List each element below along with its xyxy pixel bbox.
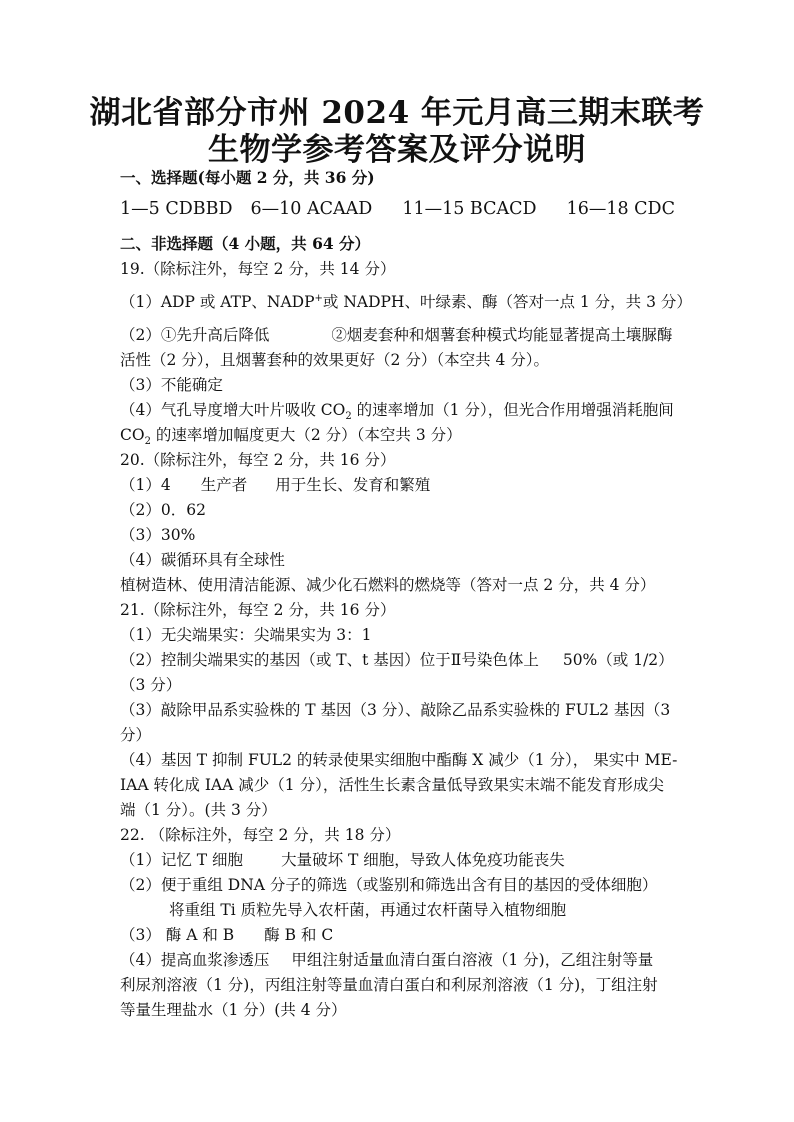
q21-answer-3: （3）敲除甲品系实验株的 T 基因（3 分）、敲除乙品系实验株的 FUL2 基因（3 (120, 701, 671, 719)
q21-answer-2-cont: （3 分） (120, 676, 182, 694)
q20-answer-1: （1）4 生产者 用于生长、发育和繁殖 (120, 476, 431, 494)
q20-answer-2: （2）0．62 (120, 501, 206, 519)
q19-answer-2-cont: 活性（2 分），且烟薯套种的效果更好（2 分）（本空共 4 分）。 (120, 351, 550, 369)
q22-answer-2-cont: 将重组 Ti 质粒先导入农杆菌，再通过农杆菌导入植物细胞 (169, 901, 567, 919)
q20-header: 20.（除标注外，每空 2 分，共 16 分） (120, 451, 396, 469)
q22-answer-3: （3） 酶 A 和 B 酶 B 和 C (120, 926, 334, 944)
choice-answers-16-18: 16—18 CDC (566, 199, 675, 219)
q22-answer-4: （4）提高血浆渗透压 甲组注射适量血清白蛋白溶液（1 分)，乙组注射等量 (120, 951, 654, 969)
q21-header: 21.（除标注外，每空 2 分，共 16 分） (120, 601, 396, 619)
q19-answer-2: （2）①先升高后降低 ②烟麦套种和烟薯套种模式均能显著提高土壤脲酶 (120, 326, 673, 344)
q21-answer-3-cont: 分） (120, 726, 152, 744)
q21-answer-4-cont2: 端（1 分）。(共 3 分） (120, 801, 277, 819)
section2-heading: 二、非选择题（4 小题，共 64 分） (120, 234, 371, 253)
q19-answer-4-cont: $CO_2$ 的速率增加幅度更大（2 分）（本空共 3 分） (120, 426, 462, 448)
q21-answer-2: （2）控制尖端果实的基因（或 T、t 基因）位于Ⅱ号染色体上 50%（或 1/2） (120, 651, 674, 669)
section1-heading: 一、选择题(每小题 2 分，共 36 分) (120, 168, 375, 187)
q21-answer-1: （1）无尖端果实：尖端果实为 3：1 (120, 626, 372, 644)
document-title-line2: 生物学参考答案及评分说明 (208, 132, 586, 168)
q20-answer-4-cont: 植树造林、使用清洁能源、减少化石燃料的燃烧等（答对一点 2 分，共 4 分） (120, 576, 656, 594)
q21-answer-4-cont: IAA 转化成 IAA 减少（1 分），活性生长素含量低导致果实末端不能发育形成尖 (120, 776, 664, 794)
q21-answer-4: （4）基因 T 抑制 FUL2 的转录使果实细胞中酯酶 X 减少（1 分）， 果实中 ME- (120, 751, 678, 769)
q22-answer-4-cont2: 等量生理盐水（1 分）(共 4 分） (120, 1001, 347, 1019)
q22-header: 22. （除标注外，每空 2 分，共 18 分） (120, 826, 401, 844)
q22-answer-4-cont: 利尿剂溶液（1 分)，丙组注射等量血清白蛋白和利尿剂溶液（1 分)，丁组注射 (120, 976, 658, 994)
q22-answer-1: （1）记忆 T 细胞 大量破坏 T 细胞，导致人体免疫功能丧失 (120, 851, 565, 869)
q20-answer-4: （4）碳循环具有全球性 (120, 551, 285, 569)
q19-header: 19.（除标注外，每空 2 分，共 14 分） (120, 260, 396, 278)
choice-answers-row (120, 198, 724, 220)
choice-answers-11-15: 11—15 BCACD (402, 199, 537, 219)
choice-answers-6-10: 6—10 ACAAD (250, 199, 373, 219)
choice-answers-1-5: 1—5 CDBBD (120, 199, 233, 219)
q22-answer-2: （2）便于重组 DNA 分子的筛选（或鉴别和筛选出含有目的基因的受体细胞） (120, 876, 658, 894)
document-title-line1: 湖北省部分市州 2024 年元月高三期末联考 (89, 95, 705, 131)
q20-answer-3: （3）30% (120, 526, 196, 544)
q19-answer-3: （3）不能确定 (120, 376, 223, 394)
q19-answer-4: （4）气孔导度增大叶片吸收 $CO_2$ 的速率增加（1 分），但光合作用增强消耗胞间 (120, 401, 674, 423)
q19-answer-1: （1）ADP 或 ATP、NADP+或 NADPH、叶绿素、酶（答对一点 1 分，共 3 分） (120, 292, 692, 311)
